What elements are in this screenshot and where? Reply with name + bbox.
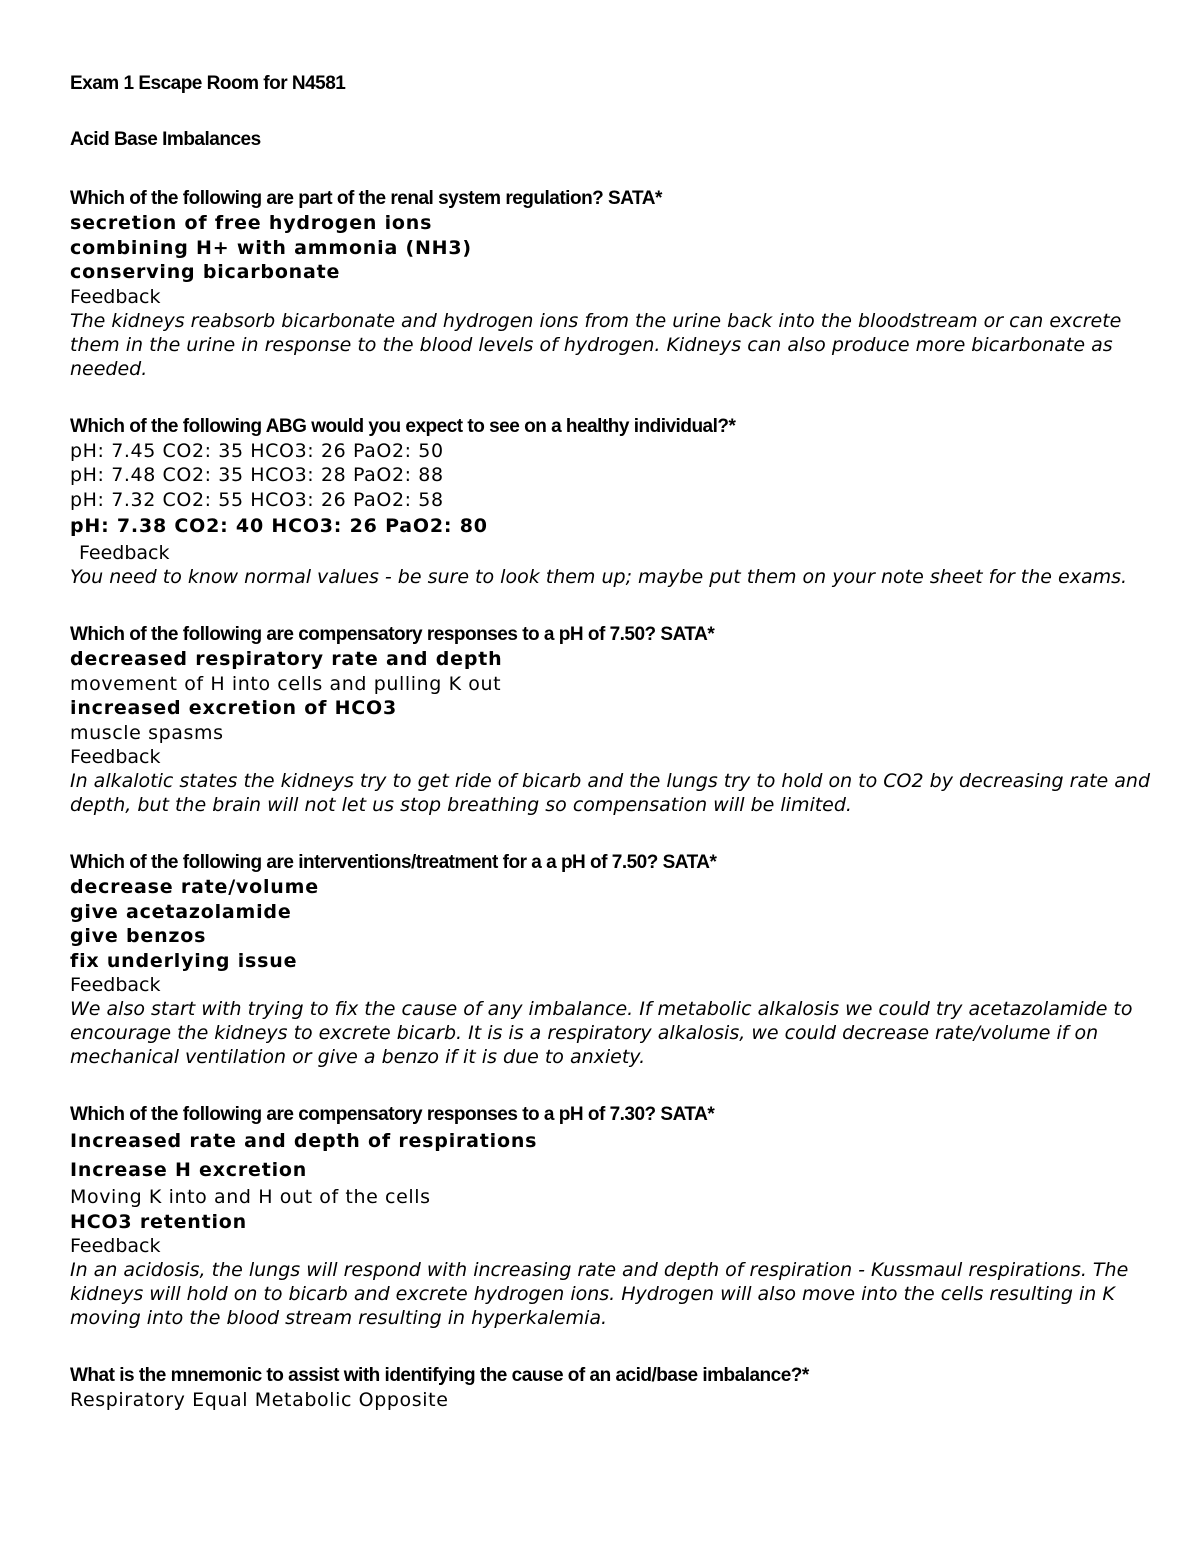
feedback-text: In an acidosis, the lungs will respond with increasing rate and depth of respiration - Kussmaul respirations. The kidneys will hold on to bicarb and excrete hydrogen ions. Hydrogen will also move into the cells resulting in K moving into the blood stream resulting in hyperkalemia. bbox=[70, 1259, 1129, 1329]
answer-option: fix underlying issue bbox=[70, 949, 298, 972]
answer-option: combining H+ with ammonia (NH3) bbox=[70, 236, 472, 259]
answer-option: increased excretion of HCO3 bbox=[70, 697, 397, 719]
answer-option: muscle spasms bbox=[70, 721, 224, 744]
feedback-text: In alkalotic states the kidneys try to get ride of bicarb and the lungs try to hold on to CO2 by decreasing rate and depth, but the brain will not let us stop breathing so compensation will be limited. bbox=[70, 770, 1151, 816]
answer-option: give acetazolamide bbox=[70, 900, 292, 923]
feedback-label: Feedback bbox=[79, 542, 170, 564]
feedback-text: We also start with trying to fix the cause of any imbalance. If metabolic alkalosis we could try acetazolamide to encourage the kidneys to excrete bicarb. It is is a respiratory alkalosis, we could decrease rate/volume if on mechanical ventilation or give a benzo if it is due to anxiety. bbox=[70, 998, 1133, 1068]
question-block-1 bbox=[70, 187, 1150, 381]
answer-option: Increased rate and depth of respirations bbox=[70, 1130, 538, 1152]
question-block-3 bbox=[70, 623, 1150, 817]
question-prompt: Which of the following ABG would you expect to see on a healthy individual?* bbox=[70, 415, 736, 437]
question-prompt: Which of the following are part of the renal system regulation? SATA* bbox=[70, 188, 662, 209]
section-title: Acid Base Imbalances bbox=[70, 129, 261, 150]
feedback-label: Feedback bbox=[70, 285, 161, 308]
answer-option: conserving bicarbonate bbox=[70, 261, 341, 283]
feedback-label: Feedback bbox=[70, 1235, 161, 1257]
question-block-4 bbox=[70, 851, 1150, 1069]
question-block-5 bbox=[70, 1103, 1150, 1330]
answer-option: pH: 7.48 CO2: 35 HCO3: 28 PaO2: 88 bbox=[70, 464, 444, 486]
question-prompt: What is the mnemonic to assist with identifying the cause of an acid/base imbalance?* bbox=[70, 1365, 809, 1386]
answer-option: Respiratory Equal Metabolic Opposite bbox=[70, 1389, 449, 1411]
answer-option: movement of H into cells and pulling K out bbox=[70, 672, 502, 695]
answer-option: decrease rate/volume bbox=[70, 876, 319, 898]
question-block-6 bbox=[70, 1364, 1150, 1413]
feedback-text: You need to know normal values - be sure to look them up; maybe put them on your note sheet for the exams. bbox=[70, 566, 1128, 588]
answer-option: Increase H excretion bbox=[70, 1159, 308, 1181]
question-prompt: Which of the following are compensatory responses to a pH of 7.30? SATA* bbox=[70, 1104, 715, 1125]
answer-option: secretion of free hydrogen ions bbox=[70, 212, 433, 234]
answer-option: pH: 7.38 CO2: 40 HCO3: 26 PaO2: 80 bbox=[70, 515, 488, 537]
answer-option: pH: 7.32 CO2: 55 HCO3: 26 PaO2: 58 bbox=[70, 488, 444, 511]
question-prompt: Which of the following are compensatory responses to a pH of 7.50? SATA* bbox=[70, 624, 715, 645]
answer-option: decreased respiratory rate and depth bbox=[70, 648, 503, 670]
answer-option: pH: 7.45 CO2: 35 HCO3: 26 PaO2: 50 bbox=[70, 439, 444, 462]
answer-option: give benzos bbox=[70, 925, 207, 947]
question-prompt: Which of the following are interventions/treatment for a a pH of 7.50? SATA* bbox=[70, 852, 717, 873]
question-block-2 bbox=[70, 415, 1150, 590]
feedback-label: Feedback bbox=[70, 974, 161, 996]
document-title: Exam 1 Escape Room for N4581 bbox=[70, 73, 346, 94]
document-page bbox=[70, 72, 1150, 1447]
feedback-label: Feedback bbox=[70, 746, 161, 768]
answer-option: Moving K into and H out of the cells bbox=[70, 1186, 431, 1208]
feedback-text: The kidneys reabsorb bicarbonate and hydrogen ions from the urine back into the bloodstream or can excrete them in the urine in response to the blood levels of hydrogen. Kidneys can also produce more bicarbonate as needed. bbox=[70, 309, 1122, 380]
answer-option: HCO3 retention bbox=[70, 1210, 247, 1233]
